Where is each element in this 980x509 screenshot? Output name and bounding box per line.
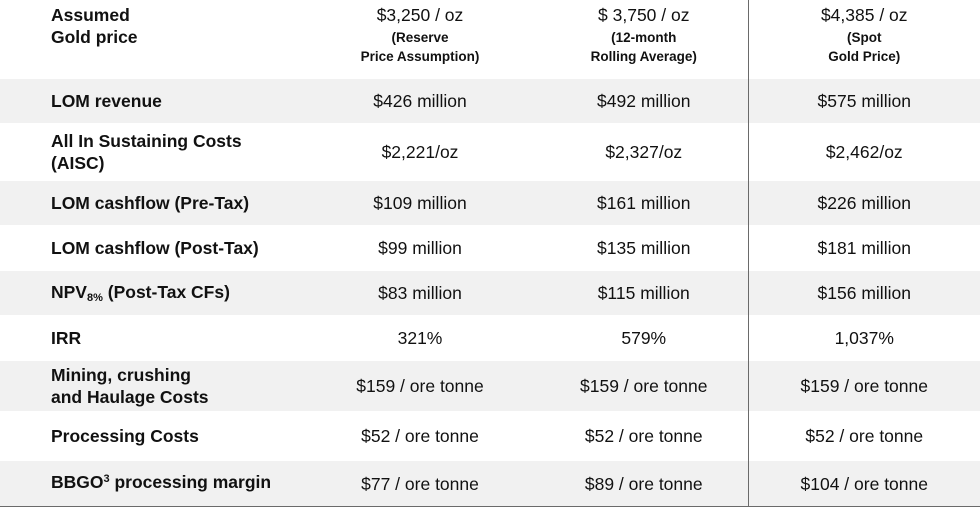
- cell-spot: $181 million: [748, 225, 980, 271]
- cell-reserve: $52 / ore tonne: [361, 426, 479, 446]
- header-rolling-average-cell: [540, 0, 748, 79]
- row-label: [0, 461, 300, 506]
- cell-rolling-average: $161 million: [540, 181, 748, 225]
- cell-spot: $156 million: [748, 271, 980, 315]
- row-label: [0, 181, 300, 225]
- cell-rolling-average: 579%: [621, 328, 667, 348]
- row-label: [0, 225, 300, 271]
- header-label: Assumed Gold price: [51, 5, 138, 47]
- header-label-cell: [0, 0, 300, 79]
- row-label-subscript: 8%: [86, 291, 103, 304]
- header-rolling-average-note: (12-month Rolling Average): [590, 30, 697, 64]
- table-header-row: [0, 0, 980, 79]
- cell-spot: 1,037%: [748, 315, 980, 361]
- row-label: [0, 271, 300, 315]
- row-label-prefix: BBGO: [51, 472, 104, 492]
- table-row-cashflow-post-tax: [0, 225, 980, 271]
- header-spot-note: (Spot Gold Price): [828, 30, 901, 64]
- cell-spot: $2,462/oz: [748, 123, 980, 181]
- cell-rolling-average: $89 / ore tonne: [540, 461, 748, 506]
- table-row-lom-revenue: [0, 79, 980, 123]
- table-row-cashflow-pre-tax: [0, 181, 980, 225]
- header-spot-price: $4,385 / oz: [820, 5, 908, 25]
- header-reserve-note: (Reserve Price Assumption): [360, 30, 480, 64]
- row-label-text: LOM revenue: [51, 91, 162, 111]
- cell-reserve: $77 / ore tonne: [300, 461, 540, 506]
- row-label-suffix: (Post-Tax CFs): [102, 281, 230, 302]
- row-label-text: Mining, crushing and Haulage Costs: [51, 365, 209, 407]
- row-label-superscript: 3: [103, 473, 110, 485]
- cell-reserve: $2,221/oz: [381, 142, 459, 162]
- header-spot-price-cell: [748, 0, 980, 79]
- cell-spot: $52 / ore tonne: [748, 411, 980, 461]
- cell-reserve: $159 / ore tonne: [300, 361, 540, 411]
- table-row-processing-margin: [0, 461, 980, 506]
- table-row-aisc: [0, 123, 980, 181]
- row-label: [0, 123, 300, 181]
- cell-reserve: 321%: [397, 328, 443, 348]
- header-reserve-price-cell: [300, 0, 540, 79]
- table-bottom-rule: [0, 506, 980, 507]
- cell-rolling-average: $2,327/oz: [605, 142, 683, 162]
- table-row-npv: [0, 271, 980, 315]
- row-label: [0, 361, 300, 411]
- header-reserve-price: $3,250 / oz: [376, 5, 464, 25]
- row-label: [0, 79, 300, 123]
- row-label-suffix: processing margin: [109, 472, 272, 492]
- table-row-mining-costs: [0, 361, 980, 411]
- cell-rolling-average: $159 / ore tonne: [540, 361, 748, 411]
- row-label-text: LOM cashflow (Pre-Tax): [51, 193, 250, 213]
- row-label-text: Processing Costs: [51, 426, 199, 446]
- cell-spot: $575 million: [748, 79, 980, 123]
- row-label-prefix: NPV: [51, 281, 87, 302]
- cell-spot: $159 / ore tonne: [748, 361, 980, 411]
- cell-spot: $226 million: [748, 181, 980, 225]
- cell-rolling-average: $492 million: [540, 79, 748, 123]
- cell-reserve: $83 million: [300, 271, 540, 315]
- cell-rolling-average: $135 million: [597, 238, 691, 258]
- table-row-irr: [0, 315, 980, 361]
- cell-spot: $104 / ore tonne: [748, 461, 980, 506]
- row-label: [0, 411, 300, 461]
- cell-reserve: $426 million: [300, 79, 540, 123]
- cell-rolling-average: $115 million: [540, 271, 748, 315]
- row-label-text: LOM cashflow (Post-Tax): [51, 238, 259, 258]
- row-label: [0, 315, 300, 361]
- cell-reserve: $99 million: [378, 238, 462, 258]
- cell-reserve: $109 million: [300, 181, 540, 225]
- header-rolling-average-price: $ 3,750 / oz: [598, 5, 690, 25]
- row-label-text: IRR: [51, 328, 82, 348]
- row-label-text: All In Sustaining Costs (AISC): [51, 131, 242, 173]
- table-row-processing-costs: [0, 411, 980, 461]
- cell-rolling-average: $52 / ore tonne: [584, 426, 703, 446]
